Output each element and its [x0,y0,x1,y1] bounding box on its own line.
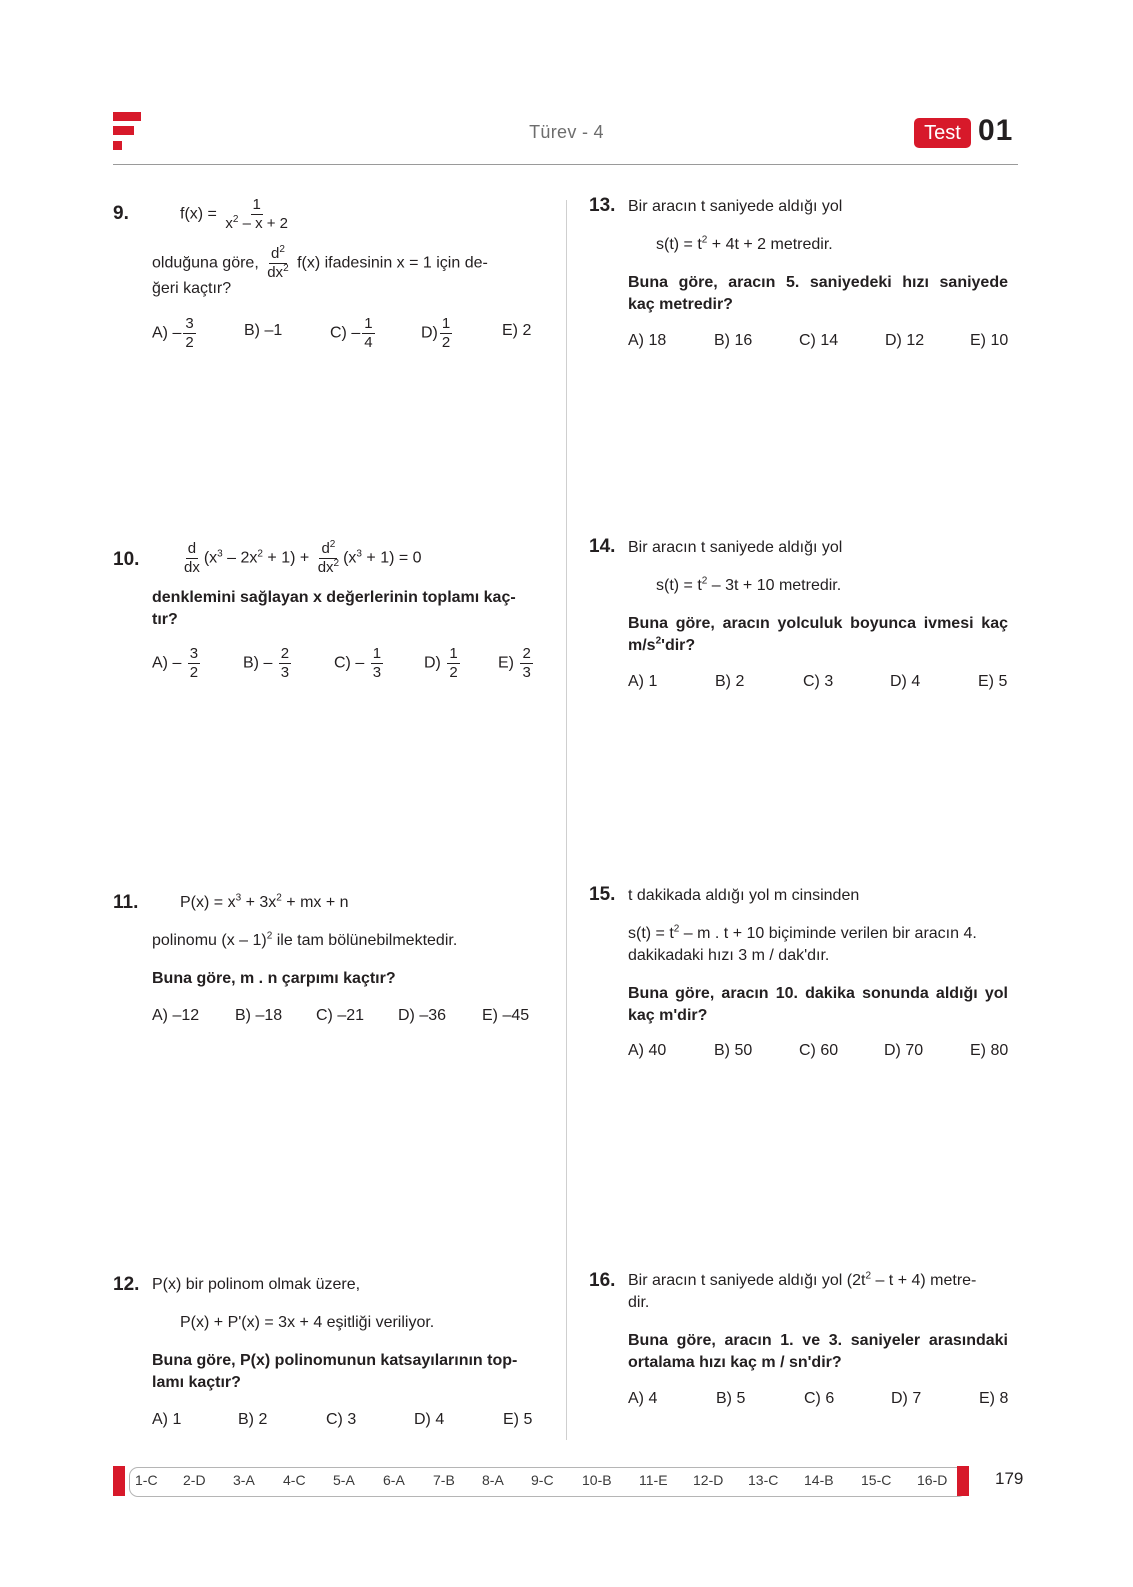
question-text: denklemini sağlayan x değerlerinin toplamı kaç- [152,589,516,606]
answer-item: 8-A [482,1472,504,1488]
option-a: A) 4 [628,1390,658,1407]
option-e: E) 8 [979,1390,1009,1407]
test-number: 01 [978,114,1014,147]
question-prompt-cont: kaç m'dir? [628,1007,708,1024]
question-text-cont: tır? [152,611,178,628]
answer-item: 15-C [861,1472,892,1488]
option-a: A) 40 [628,1042,667,1059]
question-text: t dakikada aldığı yol m cinsinden [628,887,860,904]
option-d: D) –36 [398,1007,447,1024]
option-d: D) 7 [891,1390,922,1407]
option-b: B) –1 [244,322,283,339]
question-number: 11. [113,892,139,913]
question-text: Bir aracın t saniyede aldığı yol [628,198,843,215]
answer-item: 1-C [135,1472,158,1488]
question-number: 16. [589,1270,616,1291]
option-c: C) –21 [316,1007,365,1024]
fraction: $\frac{1}{x^2 - x + 2}$ [225,196,289,232]
question-number: 12. [113,1274,140,1295]
question-prompt-cont: ortalama hızı kaç m / sn'dir? [628,1354,842,1371]
question-text-cont: $s(t) = t^2 - m$ . t + 10 biçiminde verilen bir aracın 4. [628,923,977,942]
equation: P(x) + P'(x) = 3x + 4 eşitliği veriliyor. [180,1314,435,1331]
answer-item: 10-B [582,1472,612,1488]
option-a: A) – $\frac{3}{2}$ [152,315,194,351]
question-text: polinomu (x – 1)$^2$ ile tam bölünebilmektedir. [152,930,458,949]
option-d: D) $\frac{1}{2}$ [424,645,458,681]
option-c: C) 3 [326,1411,357,1428]
question-text-cont2: dakikadaki hızı 3 m / dak'dır. [628,947,830,964]
option-a: A) 18 [628,332,667,349]
page-number: 179 [995,1469,1024,1488]
option-d: D) 70 [884,1042,924,1059]
question-prompt-cont: kaç metredir? [628,296,733,313]
question-prompt: Buna göre, aracın 10. dakika sonunda aldığı yol [628,985,1008,1002]
question-prompt: Buna göre, m . n çarpımı kaçtır? [152,970,396,987]
option-c: C) 6 [804,1390,835,1407]
equation: $s(t) = t^2 + 4t + 2$ metredir. [656,234,833,253]
question-number: 10. [113,549,140,570]
option-c: C) 3 [803,673,834,690]
answer-item: 16-D [917,1472,948,1488]
option-c: C) – $\frac{1}{4}$ [330,315,373,351]
question-text: olduğuna göre, $\frac{d^2}{dx^2}$ f(x) ifadesinin x = 1 için de- [152,244,488,281]
question-text: Bir aracın t saniyede aldığı yol [628,539,843,556]
question-prompt-cont: lamı kaçtır? [152,1374,241,1391]
option-e: E) 2 [502,322,532,339]
column-divider [566,200,567,1440]
question-text-cont: ğeri kaçtır? [152,280,232,297]
answer-item: 7-B [433,1472,455,1488]
question-number: 14. [589,536,616,557]
option-e: E) –45 [482,1007,530,1024]
header-rule [113,164,1018,165]
function-definition: f(x) = $\frac{1}{x^2 - x + 2}$ [180,196,289,232]
answer-item: 4-C [283,1472,306,1488]
option-b: B) 2 [715,673,745,690]
option-c: C) 14 [799,332,839,349]
question-prompt: Buna göre, aracın 1. ve 3. saniyeler arasındaki [628,1332,1008,1349]
option-e: E) 80 [970,1042,1009,1059]
option-d: D) 4 [890,673,921,690]
option-a: A) 1 [628,673,658,690]
equation: $\frac{d}{dx}$ $(x^3 - 2x^2 + 1)$ + $\frac{d^2}{dx^2}$ $(x^3 + 1) = 0$ [184,539,422,576]
option-b: B) 5 [716,1390,746,1407]
option-a: A) –12 [152,1007,200,1024]
question-prompt: Buna göre, aracın yolculuk boyunca ivmesi kaç [628,615,1008,632]
question-text-cont: dir. [628,1294,650,1311]
page-title: Türev - 4 [529,122,604,142]
option-d: D) 12 [885,332,925,349]
option-d: D) $\frac{1}{2}$ [421,315,451,351]
question-number: 9. [113,203,129,224]
question-prompt-cont: $m/s^2'dir$? [628,635,696,654]
option-b: B) 2 [238,1411,268,1428]
question-prompt: Buna göre, P(x) polinomunun katsayılarının top- [152,1352,518,1369]
option-a: A) 1 [152,1411,182,1428]
answer-item: 14-B [804,1472,834,1488]
question-prompt: Buna göre, aracın 5. saniyedeki hızı saniyede [628,274,1008,291]
question-text: Bir aracın t saniyede aldığı yol $(2t^2 - t + 4)$ metre- [628,1270,977,1289]
answer-item: 13-C [748,1472,779,1488]
answer-item: 6-A [383,1472,405,1488]
answer-item: 11-E [639,1472,668,1488]
question-number: 13. [589,195,616,216]
option-c: C) – $\frac{1}{3}$ [334,645,382,681]
option-b: B) –18 [235,1007,283,1024]
question-text: P(x) bir polinom olmak üzere, [152,1276,361,1293]
option-b: B) – $\frac{2}{3}$ [243,645,290,681]
answer-item: 12-D [693,1472,724,1488]
option-e: E) 5 [978,673,1008,690]
equation: $s(t) = t^2 - 3t + 10$ metredir. [656,575,842,594]
option-b: B) 50 [714,1042,753,1059]
option-d: D) 4 [414,1411,445,1428]
answer-item: 5-A [333,1472,355,1488]
polynomial: $P(x) = x^3 + 3x^2$ + mx + n [180,892,349,911]
option-b: B) 16 [714,332,753,349]
option-e: E) $\frac{2}{3}$ [498,645,531,681]
answer-key-left-marker [113,1466,125,1496]
option-a: A) – $\frac{3}{2}$ [152,645,199,681]
answer-item: 2-D [183,1472,206,1488]
option-e: E) 10 [970,332,1009,349]
answer-key-right-marker [957,1466,969,1496]
second-derivative-operator: $\frac{d^2}{dx^2}$ [267,244,289,281]
question-number: 15. [589,884,616,905]
answer-item: 3-A [233,1472,255,1488]
answer-item: 9-C [531,1472,554,1488]
option-c: C) 60 [799,1042,839,1059]
test-badge: Test [914,118,971,148]
option-e: E) 5 [503,1411,533,1428]
